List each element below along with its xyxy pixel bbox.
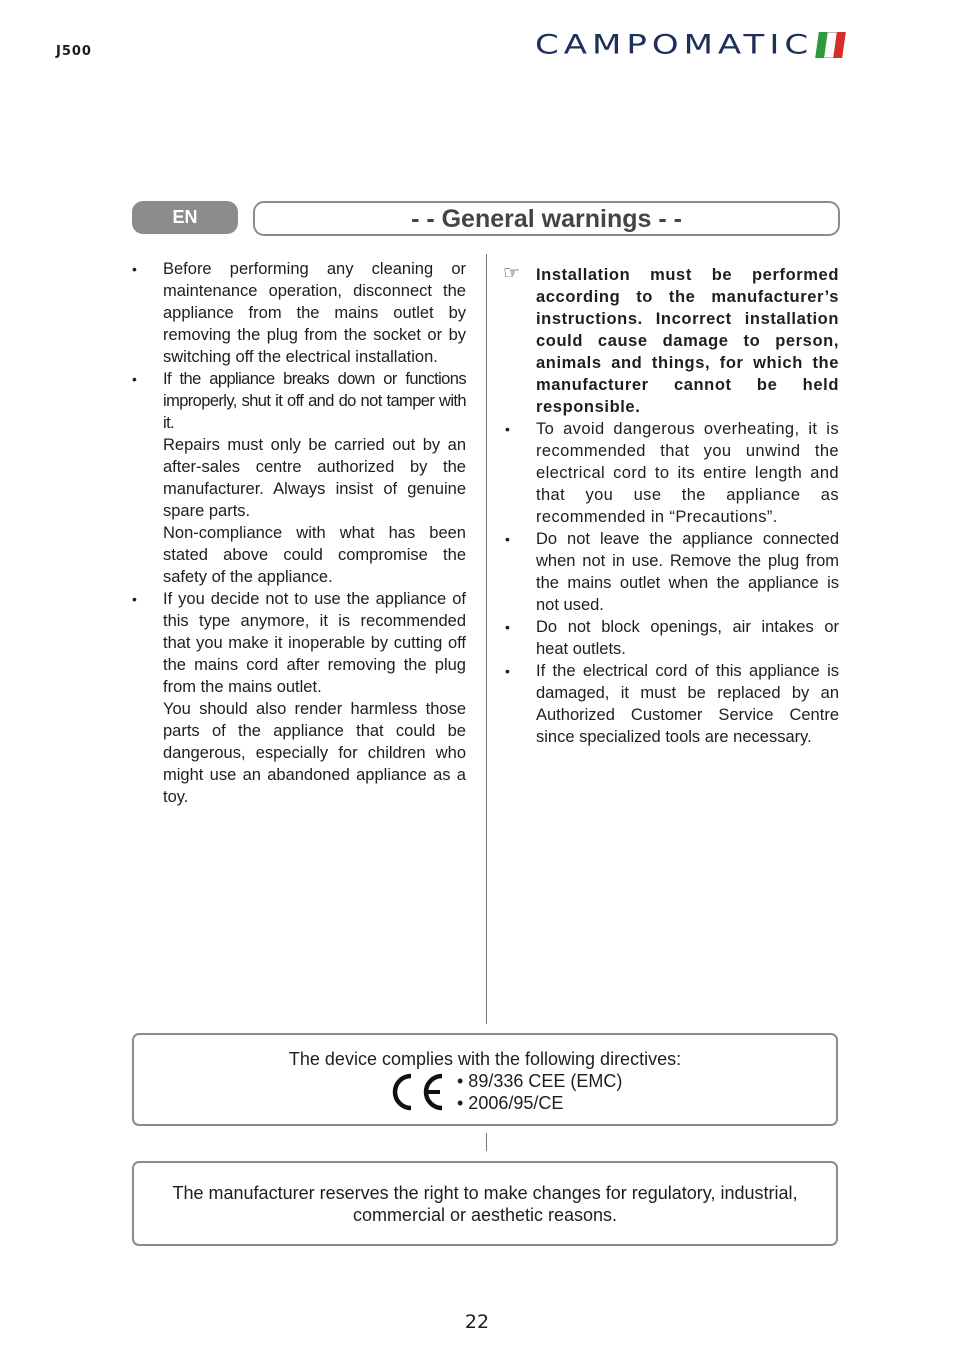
directives-heading: The device complies with the following directives: (288, 1049, 682, 1069)
bullet-icon: • (505, 421, 510, 437)
brand-logo (535, 27, 844, 63)
paragraph: Repairs must only be carried out by an after-sales centre authorized by the manufacturer. Always insist of genuine spare parts. (163, 436, 466, 520)
paragraph: To avoid dangerous overheating, it is recommended that you unwind the electrical cord to its entire length and that you use the appliance as recommended in “Precautions”. (536, 420, 839, 526)
paragraph: Before performing any cleaning or maintenance operation, disconnect the appliance from the mains outlet by removing the plug from the socket or by switching off the electrical installation. (163, 260, 466, 366)
paragraph: Do not leave the appliance connected when not in use. Remove the plug from the mains outlet when the appliance is not used. (536, 530, 839, 614)
page-number: 22 (464, 1311, 490, 1333)
list-item (130, 258, 466, 368)
paragraph: You should also render harmless those parts of the appliance that could be dangerous, especially for children who might use an abandoned appliance as a toy. (163, 700, 466, 806)
directives-box (132, 1033, 838, 1126)
list-item (503, 616, 839, 660)
paragraph: If the appliance breaks down or functions improperly, shut it off and do not tamper with it. (163, 370, 466, 432)
directives-list (457, 1070, 622, 1114)
directive-item: • 89/336 CEE (EMC) (457, 1071, 623, 1091)
list-item (130, 588, 466, 808)
list-item (130, 368, 466, 588)
installation-warning: Installation must be performed according to the manufacturer’s instructions. Incorrect installation could cause damage to person, animals and things, for which the manufacturer cannot be held responsible. (536, 266, 839, 416)
flag-stripe-red (833, 32, 846, 58)
bullet-icon: • (132, 371, 137, 387)
bullet-icon: • (505, 531, 510, 547)
paragraph: If you decide not to use the appliance of this type anymore, it is recommended that you make it inoperable by cutting off the mains cord after removing the plug from the mains outlet. (163, 590, 466, 696)
list-item (503, 660, 839, 748)
paragraph: Non-compliance with what has been stated above could compromise the safety of the appliance. (163, 524, 466, 586)
bullet-icon: • (132, 261, 137, 277)
ce-mark-icon (387, 1071, 447, 1113)
paragraph: If the electrical cord of this appliance is damaged, it must be replaced by an Authorized Customer Service Centre since specialized tools are necessary. (536, 662, 839, 746)
model-number: J500 (56, 44, 92, 59)
list-item (503, 418, 839, 528)
section-title: - - General warnings - - (253, 201, 840, 236)
bullet-icon: • (132, 591, 137, 607)
directive-item: • 2006/95/CE (457, 1093, 564, 1113)
warning-item (503, 264, 839, 418)
column-divider (486, 254, 487, 1024)
notice-text: The manufacturer reserves the right to make changes for regulatory, industrial, commercial or aesthetic reasons. (172, 1182, 798, 1225)
right-column (503, 258, 839, 748)
pointing-hand-icon: ☞ (503, 263, 521, 284)
bullet-icon: • (505, 619, 510, 635)
bullet-icon: • (505, 663, 510, 679)
italian-flag-icon (815, 32, 846, 58)
language-badge: EN (132, 201, 238, 234)
paragraph: Do not block openings, air intakes or heat outlets. (536, 618, 839, 658)
connector-line (486, 1133, 487, 1151)
brand-logo-text: CAMPOMATIC (535, 29, 814, 61)
notice-box (132, 1161, 838, 1246)
left-column (130, 258, 466, 808)
list-item (503, 528, 839, 616)
